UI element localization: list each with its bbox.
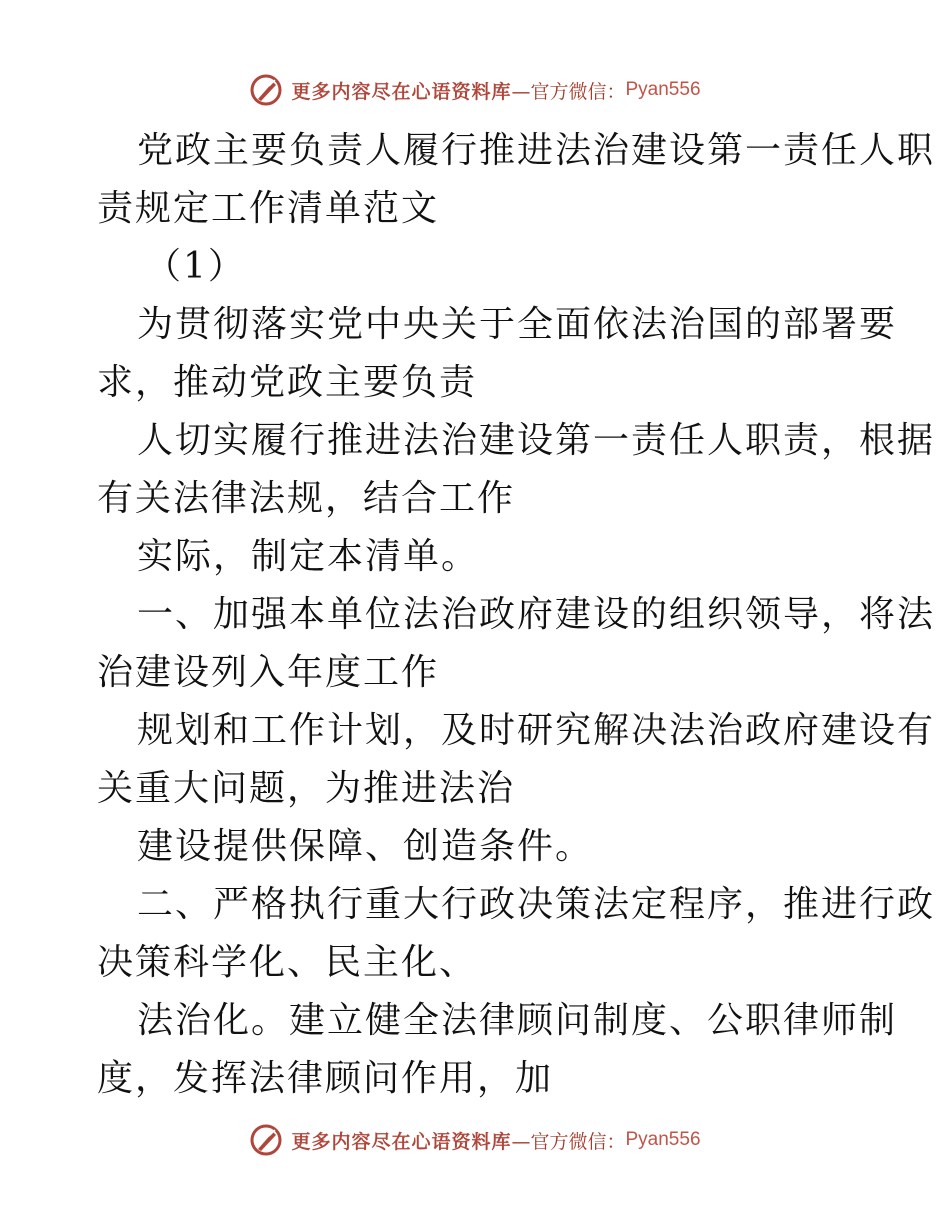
paragraph-line: 规划和工作计划，及时研究解决法治政府建设有: [137, 710, 936, 751]
paragraph-line: 求，推动党政主要负责: [97, 362, 478, 403]
feather-pen-logo-icon: [249, 1123, 283, 1157]
paragraph-line: 实际，制定本清单。: [137, 536, 480, 577]
paragraph-line: 二、严格执行重大行政决策法定程序，推进行政: [137, 884, 936, 925]
section-number: （1）: [145, 246, 246, 287]
paragraph-line: 关重大问题，为推进法治: [97, 768, 516, 809]
paragraph-line: 人切实履行推进法治建设第一责任人职责，根据: [137, 420, 936, 461]
paragraph-line: 有关法律法规，结合工作: [97, 478, 516, 519]
watermark-header: [0, 70, 950, 110]
feather-pen-logo-icon: [249, 73, 283, 107]
watermark-footer: [0, 1120, 950, 1160]
title-line-2: 责规定工作清单范文: [97, 188, 440, 229]
watermark-text: 更多内容尽在心语资料库: [291, 80, 512, 103]
paragraph-line: 决策科学化、民主化、: [97, 942, 478, 983]
paragraph-line: 为贯彻落实党中央关于全面依法治国的部署要: [137, 304, 898, 345]
watermark-wechat-id: Pyan556: [625, 79, 701, 100]
paragraph-line: 治建设列入年度工作: [97, 652, 440, 693]
paragraph-line: 法治化。建立健全法律顾问制度、公职律师制: [137, 1000, 898, 1041]
watermark-wechat-id: Pyan556: [625, 1129, 701, 1150]
watermark-separator: —官方微信：: [511, 1130, 626, 1153]
paragraph-line: 度，发挥法律顾问作用，加: [97, 1058, 554, 1099]
title-line-1: 党政主要负责人履行推进法治建设第一责任人职: [137, 130, 936, 171]
paragraph-line: 一、加强本单位法治政府建设的组织领导，将法: [137, 594, 936, 635]
document-body: [97, 122, 936, 1108]
paragraph-line: 建设提供保障、创造条件。: [137, 826, 594, 867]
watermark-text: 更多内容尽在心语资料库: [291, 1130, 512, 1153]
watermark-separator: —官方微信：: [511, 80, 626, 103]
